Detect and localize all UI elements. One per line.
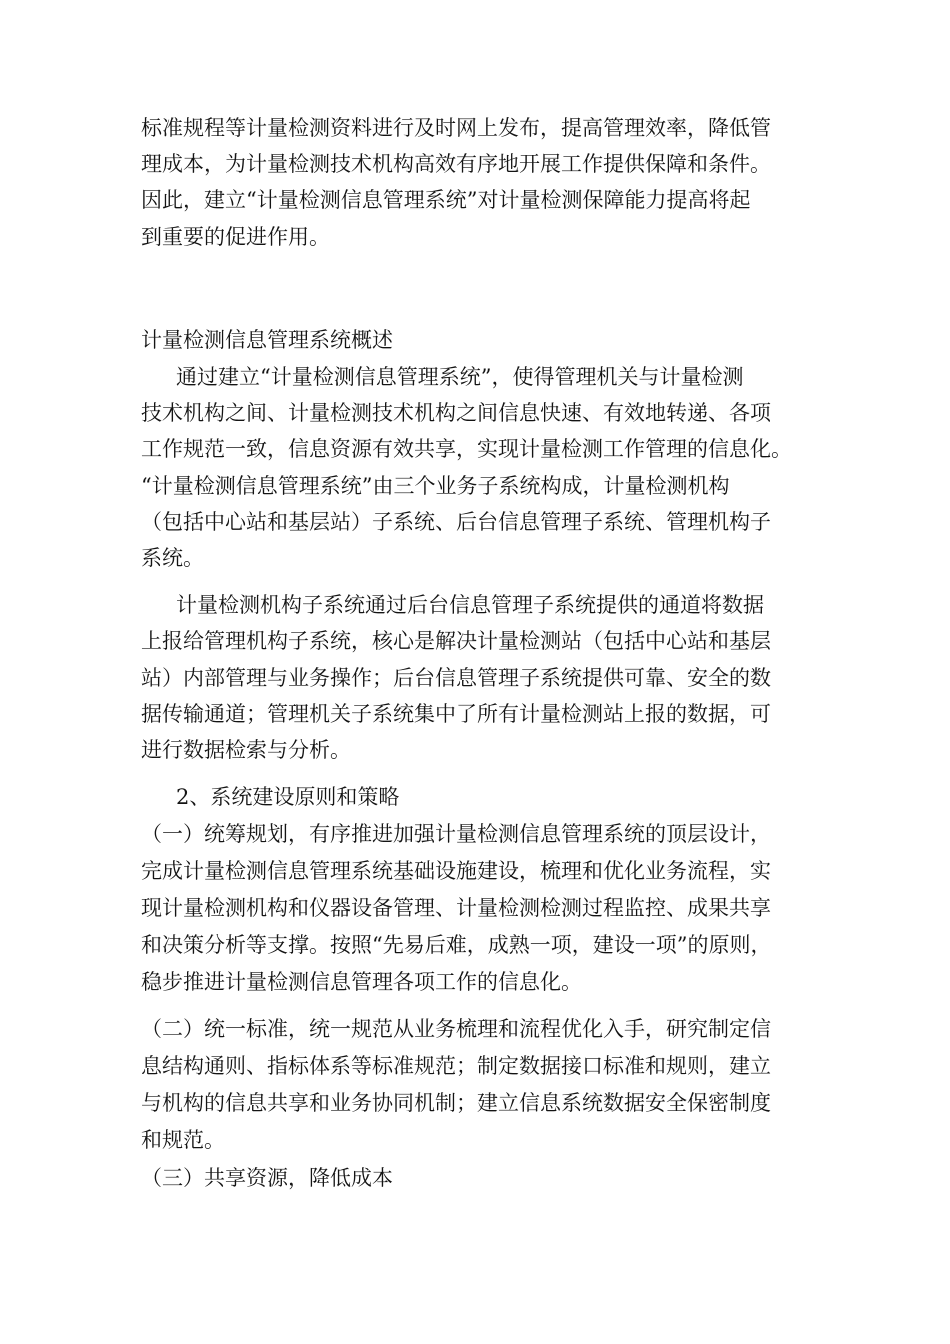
paragraph-2-line: 系统。 (141, 546, 204, 570)
paragraph-1-line: 标准规程等计量检测资料进行及时网上发布，提高管理效率，降低管 (141, 116, 771, 140)
paragraph-1-line: 因此，建立“计量检测信息管理系统”对计量检测保障能力提高将起 (141, 188, 751, 212)
paragraph-3-line: 计量检测机构子系统通过后台信息管理子系统提供的通道将数据 (176, 593, 764, 617)
paragraph-2-line: “计量检测信息管理系统”由三个业务子系统构成，计量检测机构 (141, 474, 730, 498)
item-2-line: 息结构通则、指标体系等标准规范；制定数据接口标准和规则，建立 (141, 1054, 771, 1078)
paragraph-2-line: （包括中心站和基层站）子系统、后台信息管理子系统、管理机构子 (141, 510, 771, 534)
item-1-line: 稳步推进计量检测信息管理各项工作的信息化。 (141, 970, 582, 994)
paragraph-2-line: 工作规范一致，信息资源有效共享，实现计量检测工作管理的信息化。 (141, 437, 792, 461)
item-1-line: 现计量检测机构和仪器设备管理、计量检测检测过程监控、成果共享 (141, 896, 771, 920)
paragraph-3-line: 上报给管理机构子系统，核心是解决计量检测站（包括中心站和基层 (141, 629, 771, 653)
paragraph-1-line: 到重要的促进作用。 (141, 225, 330, 249)
paragraph-3-line: 据传输通道；管理机关子系统集中了所有计量检测站上报的数据，可 (141, 702, 771, 726)
paragraph-3-line: 站）内部管理与业务操作；后台信息管理子系统提供可靠、安全的数 (141, 666, 771, 690)
item-1-line: 完成计量检测信息管理系统基础设施建设，梳理和优化业务流程，实 (141, 859, 771, 883)
item-1-line: （一）统筹规划，有序推进加强计量检测信息管理系统的顶层设计， (141, 822, 771, 846)
section-heading-overview: 计量检测信息管理系统概述 (141, 328, 393, 352)
paragraph-2-line: 通过建立“计量检测信息管理系统”，使得管理机关与计量检测 (176, 365, 744, 389)
section-heading-principles: 2、系统建设原则和策略 (176, 785, 400, 809)
item-2-line: 和规范。 (141, 1128, 225, 1152)
paragraph-1-line: 理成本，为计量检测技术机构高效有序地开展工作提供保障和条件。 (141, 152, 771, 176)
paragraph-2-line: 技术机构之间、计量检测技术机构之间信息快速、有效地转递、各项 (141, 401, 771, 425)
paragraph-3-line: 进行数据检索与分析。 (141, 738, 351, 762)
item-2-line: （二）统一标准，统一规范从业务梳理和流程优化入手，研究制定信 (141, 1017, 771, 1041)
item-3-line: （三）共享资源，降低成本 (141, 1166, 393, 1190)
item-2-line: 与机构的信息共享和业务协同机制；建立信息系统数据安全保密制度 (141, 1091, 771, 1115)
item-1-line: 和决策分析等支撑。按照“先易后难，成熟一项，建设一项”的原则， (141, 933, 772, 957)
